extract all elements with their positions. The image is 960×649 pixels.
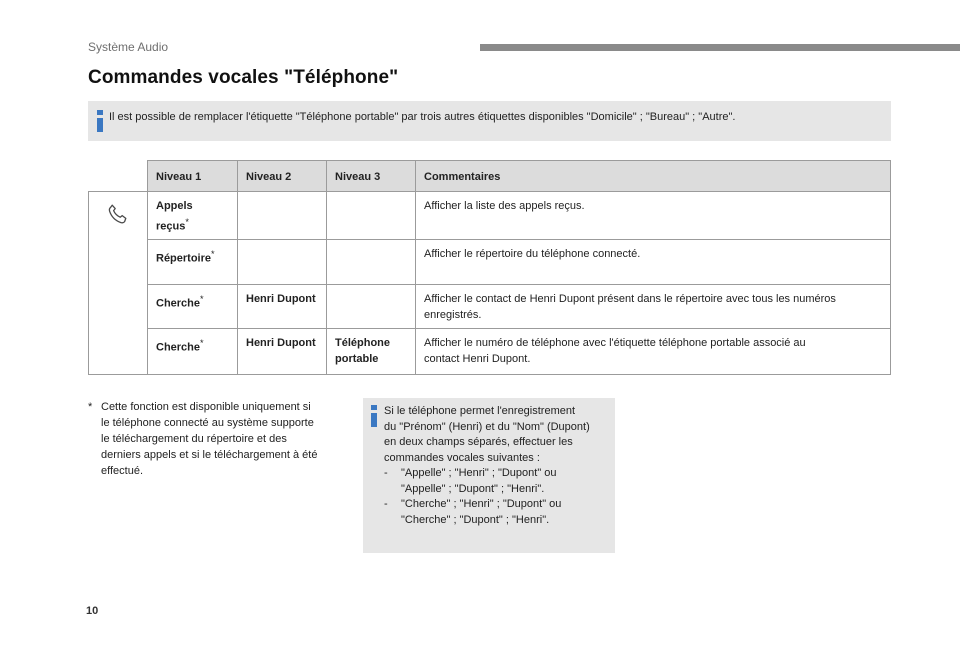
table-row bbox=[89, 192, 891, 240]
phone-icon-cell bbox=[89, 192, 148, 375]
level3-cell bbox=[327, 239, 416, 284]
comment-cell: Afficher le contact de Henri Dupont présent dans le répertoire avec tous les numéros enregistrés. bbox=[416, 284, 891, 328]
table-row bbox=[89, 284, 891, 328]
comment-cell: Afficher le répertoire du téléphone connecté. bbox=[416, 239, 891, 284]
level2-cell: Henri Dupont bbox=[238, 284, 327, 328]
info-icon bbox=[368, 405, 380, 427]
level3-cell: Téléphone portable bbox=[327, 328, 416, 374]
page-number: 10 bbox=[86, 605, 99, 617]
level2-cell: Henri Dupont bbox=[238, 328, 327, 374]
comment-cell: Afficher le numéro de téléphone avec l'étiquette téléphone portable associé au contact Henri Dupont. bbox=[416, 328, 891, 374]
level3-cell bbox=[327, 284, 416, 328]
table-header-cell: Commentaires bbox=[416, 161, 891, 192]
level3-cell bbox=[327, 192, 416, 240]
level1-cell: Cherche* bbox=[148, 328, 238, 374]
table-header-cell: Niveau 1 bbox=[148, 161, 238, 192]
table-row bbox=[89, 239, 891, 284]
footnote-marker: * bbox=[88, 401, 93, 413]
table-header-cell: Niveau 3 bbox=[327, 161, 416, 192]
level1-cell: Appels reçus* bbox=[148, 192, 238, 240]
info-note-text: Il est possible de remplacer l'étiquette "Téléphone portable" par trois autres étiquettes disponibles "Domicile" ; "Bureau" ; "Autre". bbox=[109, 111, 736, 123]
list-item: - "Appelle" ; "Henri" ; "Dupont" ou "Appelle" ; "Dupont" ; "Henri". bbox=[384, 467, 557, 495]
section-header: Système Audio bbox=[88, 40, 169, 54]
footnote-text: Cette fonction est disponible uniquement si le téléphone connecté au système supporte le téléchargement du répertoire et des derniers appels et si le téléchargement à été effectué. bbox=[101, 401, 318, 477]
list-item: - "Cherche" ; "Henri" ; "Dupont" ou "Cherche" ; "Dupont" ; "Henri". bbox=[384, 498, 562, 526]
level2-cell bbox=[238, 239, 327, 284]
header-rule bbox=[480, 44, 960, 51]
info-note-top bbox=[88, 101, 891, 141]
comment-cell: Afficher la liste des appels reçus. bbox=[416, 192, 891, 240]
level2-cell bbox=[238, 192, 327, 240]
info-icon bbox=[94, 110, 106, 132]
table-header-row bbox=[89, 161, 891, 192]
table-row bbox=[89, 328, 891, 374]
info-note-bottom bbox=[363, 398, 615, 553]
level1-cell: Répertoire* bbox=[148, 239, 238, 284]
phone-handset-icon bbox=[106, 202, 130, 226]
table-header-blank bbox=[89, 161, 148, 192]
voice-command-table bbox=[88, 160, 891, 375]
table-header-cell: Niveau 2 bbox=[238, 161, 327, 192]
info-note-text: Si le téléphone permet l'enregistrement du "Prénom" (Henri) et du "Nom" (Dupont) en deux champs séparés, effectuer les commandes vocales suivantes : - "Appelle" ; "Henri" ; "Dupont" ou "Appelle" ; "Dupont" ; "Henri". - "Cherche" ; "Henri" ; "Dupont" ou "Cherche" ; "Dupont" ; "Henri". bbox=[384, 404, 610, 528]
footnote bbox=[88, 399, 350, 479]
level1-cell: Cherche* bbox=[148, 284, 238, 328]
page-title: Commandes vocales "Téléphone" bbox=[88, 67, 399, 88]
